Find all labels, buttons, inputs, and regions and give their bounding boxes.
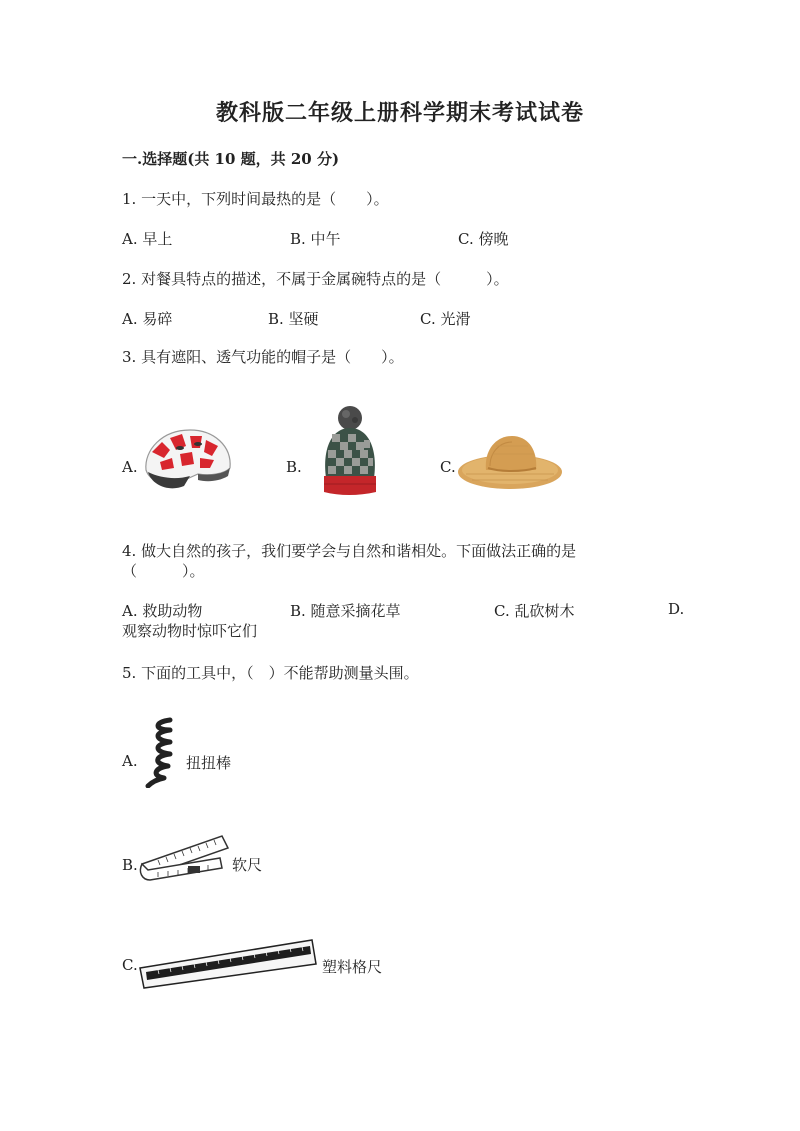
question-3-option-b: B. <box>286 458 302 476</box>
knit-beanie-image <box>318 404 380 496</box>
soft-tape-measure-image <box>138 832 230 888</box>
question-4-option-a: A. 救助动物 <box>122 602 203 620</box>
question-1-option-c: C. 傍晚 <box>458 230 509 248</box>
question-4-text-line2: （ ）。 <box>122 562 205 580</box>
plastic-ruler-image <box>138 938 318 990</box>
question-1-option-a: A. 早上 <box>122 230 173 248</box>
question-4-option-d: D. <box>668 600 685 618</box>
question-3-option-a: A. <box>122 458 138 476</box>
question-1-text: 1. 一天中，下列时间最热的是（ ）。 <box>122 190 389 208</box>
question-2-option-b: B. 坚硬 <box>268 310 319 328</box>
question-4-option-b: B. 随意采摘花草 <box>290 602 401 620</box>
question-1-option-b: B. 中午 <box>290 230 341 248</box>
question-5-option-a-label: 扭扭棒 <box>186 754 232 772</box>
question-5-option-b-letter: B. <box>122 856 138 874</box>
question-4-text-line1: 4. 做大自然的孩子，我们要学会与自然和谐相处。下面做法正确的是 <box>122 542 577 560</box>
bicycle-helmet-image <box>140 422 236 496</box>
question-3-text: 3. 具有遮阳、透气功能的帽子是（ ）。 <box>122 348 404 366</box>
page-title: 教科版二年级上册科学期末考试试卷 <box>215 100 584 126</box>
question-5-option-b-label: 软尺 <box>232 856 263 874</box>
question-3-option-c: C. <box>440 458 456 476</box>
question-2-option-a: A. 易碎 <box>122 310 173 328</box>
question-4-option-d-text: 观察动物时惊吓它们 <box>122 622 258 640</box>
question-5-option-c-label: 塑料格尺 <box>322 958 383 976</box>
question-5-option-a-letter: A. <box>122 752 138 770</box>
twisted-pipe-cleaner-image <box>140 716 180 788</box>
question-2-text: 2. 对餐具特点的描述，不属于金属碗特点的是（ ）。 <box>122 270 509 288</box>
question-2-option-c: C. 光滑 <box>420 310 471 328</box>
question-4-option-c: C. 乱砍树木 <box>494 602 575 620</box>
section-heading: 一.选择题(共 10 题，共 20 分) <box>122 150 340 168</box>
question-5-option-c-letter: C. <box>122 956 138 974</box>
question-5-text: 5. 下面的工具中，（ ）不能帮助测量头围。 <box>122 664 419 682</box>
straw-hat-image <box>456 430 564 492</box>
